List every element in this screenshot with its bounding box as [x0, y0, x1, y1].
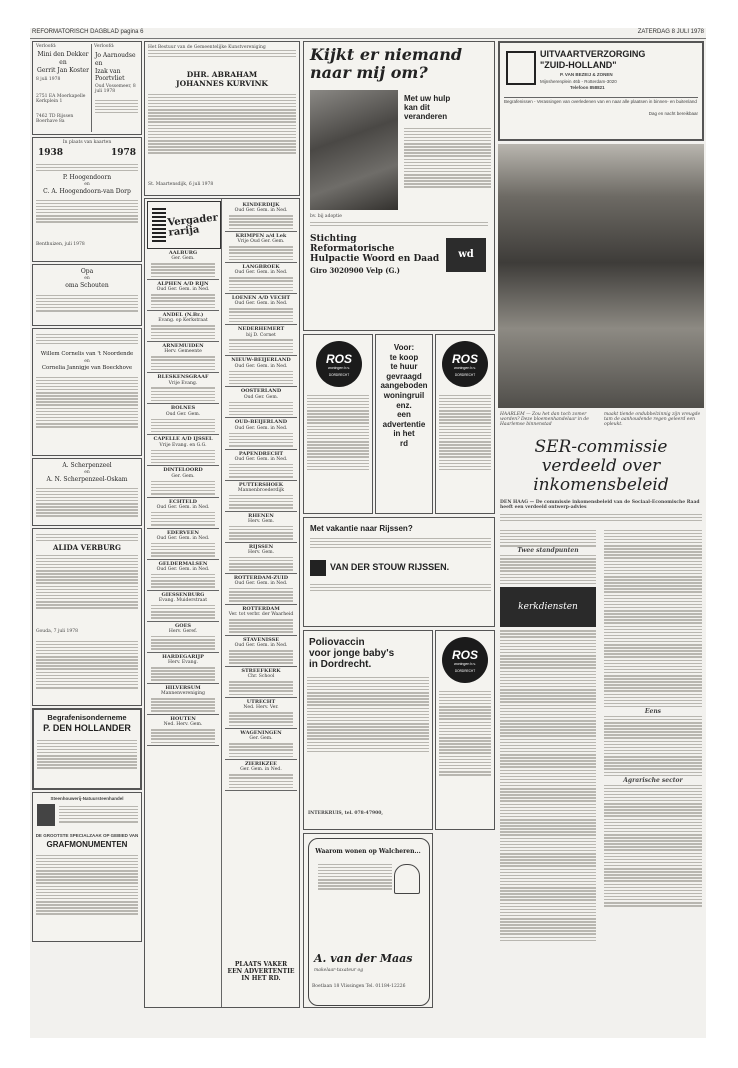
church-name: ALPHEN A/D RIJN: [157, 281, 209, 288]
church-services: [144, 198, 300, 1008]
uitvaart-note-2: Dag en nacht bereikbaar: [648, 111, 698, 116]
church-line: Herv. Gemeente: [164, 349, 202, 355]
church-name: BOLNES: [170, 405, 196, 412]
wd-logo-icon: wd: [446, 238, 486, 272]
church-entry: [225, 358, 297, 387]
church-entry: [225, 203, 297, 232]
uitvaart-owner: P. VAN BEZEIJ & ZONEN: [560, 72, 613, 77]
church-name: ARNEMUIDEN: [162, 343, 204, 350]
side-title: Met uw hulp kan dit veranderen: [404, 94, 451, 121]
church-line: Oud Ger. Gem.: [165, 411, 201, 417]
engaged-name-4: Izak van Poortvliet: [95, 68, 125, 82]
church-line: Evang. op Kerkstraat: [158, 318, 208, 324]
church-name: NIEUW-BEIJERLAND: [231, 357, 291, 364]
church-line: Ger. Gem.: [171, 473, 195, 479]
church-line: Oud Ger. Gem. in Ned.: [234, 363, 288, 369]
woord-en-daad-ad: [303, 41, 495, 331]
photo-caption: bv. bij adoptie: [310, 214, 342, 219]
church-line: Ned. Herv. Gem.: [163, 722, 203, 728]
vergader-logo: [147, 201, 221, 249]
uitvaart-address: Mijnsherenplein 46b - Rotterdam-3020: [540, 79, 617, 84]
marriage-name-2: Cornelia Jannigje van Boeckhove: [41, 365, 133, 371]
church-name: LOENEN A/D VECHT: [231, 295, 291, 302]
church-name: BLESKENSGRAAF: [157, 374, 209, 381]
engaged-and-2: en: [95, 60, 103, 67]
funeral-ad: [32, 708, 142, 790]
church-entry: [147, 686, 219, 715]
graf-name: GRAFMONUMENTEN: [46, 840, 128, 849]
church-line: Oud Ger. Gem. in Ned.: [234, 270, 288, 276]
logo-text: Vergader rarija: [166, 212, 219, 239]
church-entry: [225, 296, 297, 325]
church-entry: [147, 251, 219, 280]
memorial-place: St. Maartensdijk, 6 juli 1978: [148, 182, 214, 187]
church-line: Chr. School: [247, 674, 275, 680]
org-line-2: Reformatorische: [310, 244, 395, 254]
church-entry: [225, 669, 297, 698]
church-name: DINTELOORD: [163, 467, 203, 474]
church-line: Herv. Geref.: [168, 629, 198, 635]
engaged-name-2: Gerrit Jan Koster: [37, 67, 89, 74]
church-line: Oud Ger. Gem. in Ned.: [156, 287, 210, 293]
church-name: RIJSSEN: [248, 543, 274, 550]
church-entry: [147, 313, 219, 342]
ros-ad-1: [303, 334, 373, 514]
year-1: 1938: [38, 148, 64, 158]
marriage-notice: [32, 328, 142, 456]
church-name: GELDERMALSEN: [158, 560, 208, 567]
church-line: Oud Ger. Gem. in Ned.: [156, 504, 210, 510]
church-name: HARDEGARIJP: [162, 653, 204, 660]
funeral-title: Begrafenisonderneme: [47, 713, 127, 722]
firm-sub: makelaar-taxateur og: [314, 968, 364, 973]
church-name: AALBURG: [168, 250, 198, 256]
church-line: Ver. tot verbr. der Waarheid: [228, 612, 294, 618]
church-entry: [147, 437, 219, 466]
marriage-and: en: [84, 359, 90, 364]
flower-market-photo: [498, 144, 704, 408]
subhead-twee: Twee standpunten: [517, 547, 579, 555]
church-name: ANDEL (N.Br.): [162, 312, 204, 319]
engagement-notice: [32, 41, 142, 135]
ros-logo-icon-2: ROS woningen b.v. DORDRECHT: [442, 341, 488, 387]
church-entry: [147, 344, 219, 373]
church-entry: [147, 655, 219, 684]
church-name: OOSTERLAND: [240, 388, 282, 395]
church-entry: [225, 638, 297, 667]
church-line: Oud Ger. Gem. in Ned.: [156, 535, 210, 541]
ros-logo-icon: ROS woningen b.v. DORDRECHT: [316, 341, 362, 387]
church-name: UTRECHT: [246, 699, 276, 705]
church-entry: [147, 406, 219, 435]
church-name: KINDERDIJK: [242, 202, 280, 208]
memorial-intro: Het Bestuur van de Gemeentelijke Kunstvereniging: [148, 45, 298, 50]
church-line: Ned. Herv. Ver.: [243, 705, 279, 711]
article-headline: SER-commissie verdeeld over inkomensbeleid: [533, 437, 669, 495]
church-line: Oud Ger. Gem.: [243, 394, 279, 400]
church-name: RHENEN: [248, 512, 274, 519]
ros-ad-2: [435, 334, 495, 514]
engaged-name-3: Jo Aarnoudse: [95, 52, 136, 59]
year-2: 1978: [110, 148, 136, 158]
child-photo: [310, 90, 398, 210]
ros-ad-3: [435, 630, 495, 830]
anniversary-and: en: [84, 182, 90, 187]
article-col-right: [602, 528, 704, 908]
scherp-name-1: A. Scherpenzeel: [62, 462, 112, 469]
graf-head: Steenhouwerij-Natuursteenhandel: [50, 796, 124, 801]
church-line: Herv. Evang.: [168, 660, 198, 666]
grafmonument-ad: [32, 792, 142, 942]
memorial-name: DHR. ABRAHAM JOHANNES KURVINK: [176, 70, 268, 88]
church-entry: [147, 282, 219, 311]
church-name: STAVENISSE: [242, 636, 280, 643]
church-entry: [225, 545, 297, 574]
church-entry: [225, 607, 297, 636]
church-entry: [225, 731, 297, 760]
anniversary-note: In plaats van kaarten: [62, 140, 112, 145]
death-place: Gouda, 7 juli 1978: [36, 629, 78, 634]
church-line: Vrije Evang.: [168, 380, 198, 386]
uitvaart-title: UITVAARTVERZORGING: [540, 49, 646, 59]
polio-title: Poliovaccin voor jonge baby's in Dordrecht.: [309, 637, 395, 670]
subhead-eens: Eens: [644, 708, 662, 716]
anniversary-name-1: P. Hoogendoorn: [62, 174, 112, 181]
graf-logo-icon: [37, 804, 55, 826]
opa-line-1: Opa: [80, 268, 94, 275]
walcheren-title: Waarom wonen op Walcheren...: [315, 848, 421, 855]
church-line: Oud Ger. Gem. in Ned.: [234, 456, 288, 462]
death-notice: [32, 528, 142, 706]
engaged-name-1: Mini den Dekker: [37, 51, 89, 58]
church-name: GOES: [174, 622, 192, 629]
anniversary-place: Benthuizen, juli 1978: [36, 242, 85, 247]
article-col-left: [498, 528, 598, 943]
church-entry: [225, 265, 297, 294]
interkruis: INTERKRUIS, tel. 078-47900,: [308, 811, 383, 816]
memorial-notice: [144, 41, 300, 196]
firm-name: A. van der Maas: [314, 952, 413, 965]
anniversary-notice: [32, 137, 142, 262]
church-entry: [225, 327, 297, 356]
church-entry: [225, 389, 297, 418]
scherp-name-2: A. N. Scherpenzeel-Oskam: [46, 476, 128, 483]
boat-icon: [394, 864, 420, 894]
hero-title: Kijkt er niemand naar mij om?: [310, 45, 463, 82]
church-name: PUTTERSHOEK: [238, 481, 284, 488]
walcheren-ad: [303, 833, 433, 1008]
church-name: ECHTELD: [169, 498, 197, 505]
church-line: Oud Ger. Gem. in Ned.: [234, 425, 288, 431]
church-entry: [225, 762, 297, 791]
church-entry: [225, 452, 297, 481]
church-name: NEDERHEMERT: [237, 326, 285, 333]
church-entry: [225, 483, 297, 512]
uitvaart-ad: [498, 41, 704, 141]
church-line: Mannenbroederdijk: [237, 487, 285, 493]
church-line: Ger. Gem.: [249, 736, 273, 742]
church-line: Vrije Oud Ger. Gem.: [237, 239, 285, 245]
giro: Giro 3020900 Velp (G.): [310, 266, 400, 275]
opa-line-2: en: [84, 276, 90, 281]
org-line-1: Stichting: [310, 234, 357, 244]
church-name: HILVERSUM: [165, 684, 201, 691]
scherp-and: en: [84, 470, 90, 475]
church-entry: [147, 593, 219, 622]
church-name: ROTTERDAM: [242, 605, 280, 612]
marriage-name-1: Willem Cornelis van 't Noordende: [40, 351, 134, 357]
church-line: Ger. Gem. in Ned.: [240, 767, 282, 773]
church-name: CAPELLE A/D IJSSEL: [153, 436, 213, 443]
church-line: Oud Ger. Gem. in Ned.: [234, 643, 288, 649]
subhead-agrarisch: Agrarische sector: [623, 776, 683, 784]
header-right: ZATERDAG 8 JULI 1978: [637, 29, 704, 35]
church-line: Evang. Muiderstraat: [158, 597, 208, 603]
church-name: GIESSENBURG: [161, 591, 205, 598]
church-name: ROTTERDAM-ZUID: [233, 574, 289, 581]
church-entry: [147, 531, 219, 560]
church-line: Oud Ger. Gem. in Ned.: [234, 301, 288, 307]
church-entry: [225, 420, 297, 449]
photo-caption-right: maakt tiende ondubbelzinnig zijn vreugde tam de aanhoudende regen geleerd een opleukt.: [604, 412, 701, 428]
opa-line-3: oma Schouten: [65, 282, 109, 289]
church-list-right: [225, 203, 297, 793]
engaged-address-1: 2751 EA Moerkapelle Kerkplein 1: [36, 94, 86, 105]
church-entry: [225, 234, 297, 263]
engaged-label: Verloofd:: [36, 44, 57, 49]
shop-logo-icon: [310, 560, 326, 576]
church-entry: [225, 700, 297, 729]
engaged-address-2: 7462 TD Rijssen Boerhave 8a: [36, 114, 74, 125]
voor-ad: [375, 334, 433, 514]
anniversary-name-2: C. A. Hoogendoorn-van Dorp: [43, 188, 131, 195]
church-line: bij D. Cornet: [246, 332, 276, 338]
church-line: Mannenvereniging: [160, 691, 205, 697]
shop-name: VAN DER STOUW RIJSSEN.: [330, 562, 450, 572]
scherpenzeel-notice: [32, 458, 142, 526]
church-entry: [147, 562, 219, 591]
church-list-left: [147, 251, 219, 748]
photo-caption-left: HAARLEM — Zou het dan toch zomer worden? Deze bloemenhandelaar in de Haarlemse binnenstad: [500, 412, 589, 428]
church-line: Herv. Gem.: [247, 549, 275, 555]
engaged-date-2: Oud Vossemeer, 8 juli 1978: [95, 84, 136, 95]
church-line: Vrije Evang. en G.G.: [159, 442, 207, 448]
header-left: REFORMATORISCH DAGBLAD pagina 6: [32, 29, 144, 35]
church-entry: [147, 500, 219, 529]
church-name: KRIMPEN a/d Lek: [235, 233, 287, 240]
ros-logo-icon-3: ROS woningen b.v. DORDRECHT: [442, 637, 488, 683]
newspaper-page: [30, 28, 706, 1038]
rijssen-ad: [303, 517, 495, 627]
kerkdiensten-banner: kerkdiensten: [500, 587, 596, 627]
church-entry: [147, 468, 219, 497]
rijssen-question: Met vakantie naar Rijssen?: [310, 524, 413, 533]
engaged-label-2: Verloofd:: [94, 44, 115, 49]
place-ad-note: PLAATS VAKER EEN ADVERTENTIE IN HET RD.: [227, 961, 295, 982]
church-name: WAGENINGEN: [240, 730, 282, 737]
deceased-name: ALIDA VERBURG: [53, 543, 121, 552]
church-line: Ger. Gem.: [171, 256, 195, 262]
uitvaart-note: Begrafenissen - Verassingen van overledenen van en naar alle plaatsen in binnen- en buitenland: [504, 99, 697, 104]
church-name: LANGBROEK: [242, 264, 280, 271]
engaged-date: 8 juli 1978: [36, 77, 61, 82]
article-dateline: DEN HAAG — De commissie inkomensbeleid van de Sociaal-Economische Raad heeft een verdeeld ontwerp-advies: [500, 500, 700, 511]
polio-ad: [303, 630, 433, 830]
church-name: ZIERIKZEE: [245, 761, 277, 768]
funeral-name: P. DEN HOLLANDER: [43, 723, 131, 733]
voor-text: Voor: te koop te huur gevraagd aangeboden woningruil enz. een advertentie in het rd: [380, 343, 428, 448]
org-line-3: Hulpactie Woord en Daad: [310, 254, 440, 264]
uitvaart-logo-icon: [506, 51, 536, 85]
church-name: HOUTEN: [170, 715, 196, 722]
church-line: Oud Ger. Gem. in Ned.: [234, 208, 288, 214]
church-entry: [147, 624, 219, 653]
logo-stripes-icon: [152, 208, 166, 242]
church-name: EDERVEEN: [166, 529, 199, 536]
uitvaart-name: "ZUID-HOLLAND": [540, 60, 617, 70]
graf-sub: DE GROOTSTE SPECIALZAAK OP GEBIED VAN: [35, 833, 139, 838]
church-entry: [147, 717, 219, 746]
church-name: PAPENDRECHT: [238, 450, 284, 457]
engaged-and: en: [59, 59, 67, 66]
church-entry: [147, 375, 219, 404]
uitvaart-tel: Telefoon 858821: [570, 85, 605, 90]
church-entry: [225, 576, 297, 605]
church-line: Herv. Gem.: [247, 518, 275, 524]
church-entry: [225, 514, 297, 543]
church-name: OUD-BEIJERLAND: [234, 419, 288, 426]
church-name: STREEFKERK: [241, 667, 281, 674]
firm-address: Boetlaan 18 Vlissingen Tel. 01184-12226: [312, 984, 406, 989]
opa-oma-notice: [32, 264, 142, 326]
page-header: [30, 28, 706, 39]
church-line: Oud Ger. Gem. in Ned.: [156, 566, 210, 572]
church-line: Oud Ger. Gem. in Ned.: [234, 581, 288, 587]
